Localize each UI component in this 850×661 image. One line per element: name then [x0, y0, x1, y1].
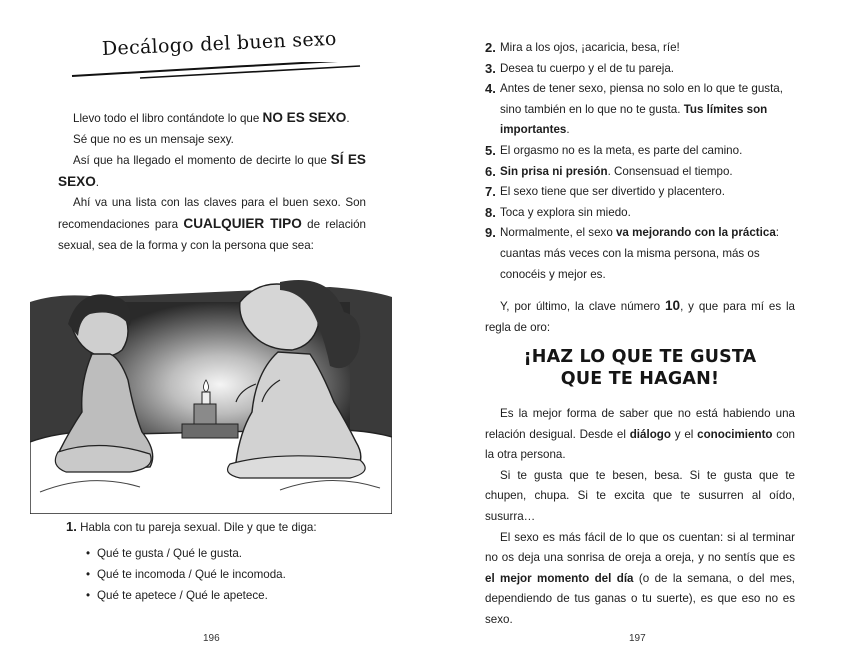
intro-line-1: Llevo todo el libro contándote lo que NO ES SEXO.	[73, 110, 350, 125]
intro-line-3: Así que ha llegado el momento de decirte lo que SÍ ES SEXO.	[58, 152, 366, 189]
item-number: 1.	[66, 519, 77, 534]
bullet-item: • Qué te incomoda / Qué le incomoda.	[86, 564, 386, 585]
decalogue-item-1	[66, 517, 386, 606]
item-text: Habla con tu pareja sexual. Dile y que te diga:	[80, 521, 317, 534]
rule-intro: Y, por último, la clave número 10, y que para mí es la regla de oro:	[485, 298, 796, 334]
paragraph-3: El sexo es más fácil de lo que os cuentan: si al terminar no os deja una sonrisa de oreja a oreja, y no sentís que es el mejor momento del día (o de la semana, o del mes, dependiendo de tus ganas o tu suerte), es que eso no es sexo.	[485, 530, 795, 626]
headline-line-1: ¡HAZ LO QUE TE GUSTA	[523, 347, 757, 367]
decalogue-item: 9. Normalmente, el sexo va mejorando con la práctica: cuantas más veces con la misma persona, más os conocéis y mejor es.	[485, 225, 780, 281]
paragraph-2: Si te gusta que te besen, besa. Si te gusta que te chupen, chupa. Si te excita que te susurren al oído, susurra…	[485, 468, 795, 523]
decalogue-item: 6. Sin prisa ni presión. Consensuad el tiempo.	[485, 163, 733, 179]
decalogue-list	[485, 38, 795, 285]
decalogue-item: 4. Antes de tener sexo, piensa no solo en lo que te gusta, sino también en lo que no te gusta. Tus límites son importantes.	[485, 81, 783, 137]
intro-text	[58, 108, 366, 256]
paragraph-1: Es la mejor forma de saber que no está habiendo una relación desigual. Desde el diálogo y el conocimiento con la otra persona.	[485, 407, 795, 462]
decalogue-item: 5. El orgasmo no es la meta, es parte del camino.	[485, 142, 743, 158]
page-number-right: 197	[629, 633, 646, 644]
title-underline	[70, 62, 370, 82]
bullet-item: • Qué te gusta / Qué le gusta.	[86, 543, 386, 564]
intro-line-4: Ahí va una lista con las claves para el buen sexo. Son recomendaciones para CUALQUIER TIPO de relación sexual, sea de la forma y con la persona que sea:	[58, 196, 366, 252]
decalogue-item: 3. Desea tu cuerpo y el de tu pareja.	[485, 60, 675, 76]
chapter-title: Decálogo del buen sexo	[101, 27, 338, 60]
golden-rule-headline	[485, 346, 795, 390]
bullet-item: • Qué te apetece / Qué le apetece.	[86, 585, 386, 606]
headline-line-2: QUE TE HAGAN!	[560, 369, 720, 389]
closing-text	[485, 404, 795, 631]
intro-line-2: Sé que no es un mensaje sexy.	[73, 132, 234, 146]
illustration-couple	[30, 262, 392, 514]
page-number-left: 196	[203, 633, 220, 644]
decalogue-item: 7. El sexo tiene que ser divertido y placentero.	[485, 184, 725, 200]
item-1-bullets	[66, 543, 386, 606]
decalogue-item: 2. Mira a los ojos, ¡acaricia, besa, ríe!	[485, 40, 680, 55]
right-page	[425, 0, 850, 661]
decalogue-item: 8. Toca y explora sin miedo.	[485, 204, 631, 220]
chapter-title-block	[70, 27, 370, 80]
